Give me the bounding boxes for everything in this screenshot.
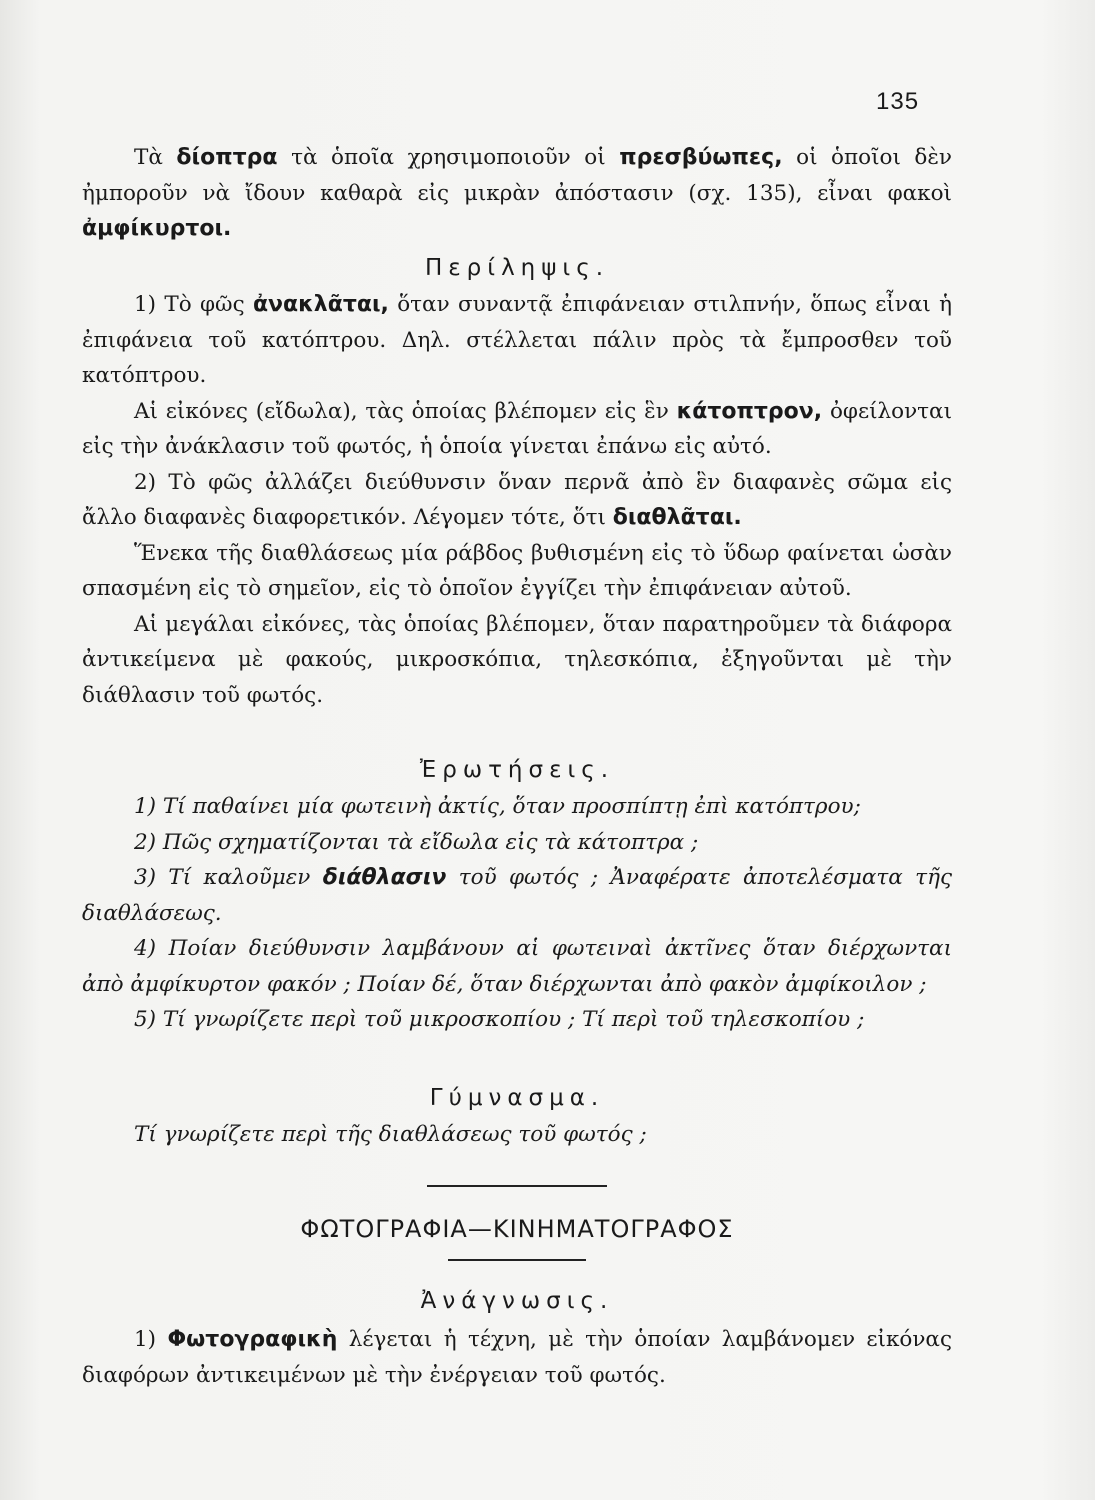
term-convex: ἀμφίκυρτοι. bbox=[82, 216, 232, 241]
term-refraction: διάθλασιν bbox=[322, 865, 447, 890]
summary-paragraph-3 bbox=[82, 465, 952, 536]
bottom-divider bbox=[448, 1259, 586, 1261]
reading-text-1: 1) bbox=[134, 1327, 168, 1352]
top-divider bbox=[427, 1185, 607, 1187]
summary-paragraph-2 bbox=[82, 394, 952, 465]
intro-section bbox=[82, 140, 952, 247]
reading-heading: Ἀνάγνωσις. bbox=[420, 1288, 614, 1314]
term-refracted: διαθλᾶται. bbox=[612, 505, 742, 530]
exercise-section bbox=[82, 1080, 952, 1153]
summary-p2-text-1: Αἱ εἰκόνες (εἴδωλα), τὰς ὁποίας βλέπομεν εἰς ἓν bbox=[134, 398, 677, 424]
summary-p2-text-2: ὀφείλονται εἰς τὴν ἀνάκλασιν τοῦ φωτός, ἡ ὁποία γίνεται ἐπάνω εἰς αὐτό. bbox=[82, 398, 953, 459]
summary-p1-text-1: 1) Τὸ φῶς bbox=[134, 292, 253, 317]
term-photography: Φωτογραφικὴ bbox=[167, 1327, 338, 1352]
question-2: 2) Πῶς σχηματίζονται τὰ εἴδωλα εἰς τὰ κάτοπτρα ; bbox=[134, 829, 699, 855]
question-3 bbox=[82, 860, 952, 931]
term-presbyopes: πρεσβύωπες, bbox=[619, 145, 783, 170]
chapter-title: ΦΩΤΟΓΡΑΦΙΑ—ΚΙΝΗΜΑΤΟΓΡΑΦΟΣ bbox=[300, 1215, 734, 1243]
term-dioptra: δίοπτρα bbox=[176, 145, 278, 170]
intro-text-1: Τὰ bbox=[134, 145, 177, 170]
page-number: 135 bbox=[876, 88, 920, 115]
term-reflected: ἀνακλᾶται, bbox=[252, 292, 389, 317]
intro-text-2: τὰ ὁποῖα χρησιμοποιοῦν οἱ bbox=[277, 145, 620, 170]
summary-paragraph-5: Αἱ μεγάλαι εἰκόνες, τὰς ὁποίας βλέπομεν, ὅταν παρατηροῦμεν τὰ διάφορα ἀντικείμενα μὲ φακούς, μικροσκόπια, τηλεσκόπια, ἐξηγοῦνται μὲ τὴν διάθλασιν τοῦ φωτός. bbox=[82, 611, 952, 708]
summary-heading: Περίληψις. bbox=[424, 255, 610, 281]
reading-text-2: λέγεται ἡ τέχνη, μὲ τὴν ὁποίαν λαμβάνομεν εἰκόνας διαφόρων ἀντικειμένων μὲ τὴν ἐνέργειαν τοῦ φωτός. bbox=[82, 1327, 952, 1388]
summary-p3-text-1: 2) Τὸ φῶς ἀλλάζει διεύθυνσιν ὅναν περνᾶ ἀπὸ ἓν διαφανὲς σῶμα εἰς ἄλλο διαφανὲς διαφορετικόν. Λέγομεν τότε, ὅτι bbox=[82, 469, 952, 530]
question-5: 5) Τί γνωρίζετε περὶ τοῦ μικροσκοπίου ; Τί περὶ τοῦ τηλεσκοπίου ; bbox=[134, 1007, 865, 1032]
summary-section bbox=[82, 250, 952, 713]
question-3-text-1: 3) Τί καλοῦμεν bbox=[134, 865, 323, 890]
question-3-text-2: τοῦ φωτός ; Ἀναφέρατε ἀποτελέσματα τῆς διαθλάσεως. bbox=[82, 865, 952, 926]
exercise-question: Τί γνωρίζετε περὶ τῆς διαθλάσεως τοῦ φωτός ; bbox=[134, 1122, 647, 1147]
summary-p1-text-2: ὅταν συναντᾷ ἐπιφάνειαν στιλπνήν, ὅπως εἶναι ἡ ἐπιφάνεια τοῦ κατόπτρου. Δηλ. στέλλεται πάλιν πρὸς τὰ ἔμπροσθεν τοῦ κατόπτρου. bbox=[82, 292, 952, 388]
chapter-section bbox=[82, 1185, 952, 1393]
intro-paragraph bbox=[82, 140, 952, 247]
summary-paragraph-1 bbox=[82, 287, 952, 394]
intro-text-3: οἱ ὁποῖοι δὲν ἠμποροῦν νὰ ἴδουν καθαρὰ εἰς μικρὰν ἀπόστασιν (σχ. 135), εἶναι φακοὶ bbox=[82, 145, 952, 206]
question-1: 1) Τί παθαίνει μία φωτεινὴ ἀκτίς, ὅταν προσπίπτῃ ἐπὶ κατόπτρου; bbox=[134, 794, 861, 819]
questions-heading: Ἐρωτήσεις. bbox=[419, 757, 615, 783]
reading-paragraph-1 bbox=[82, 1322, 952, 1393]
term-mirror: κάτοπτρον, bbox=[676, 398, 823, 424]
question-4: 4) Ποίαν διεύθυνσιν λαμβάνουν αἱ φωτειναὶ ἀκτῖνες ὅταν διέρχωνται ἀπὸ ἀμφίκυρτον φακόν ; Ποίαν δέ, ὅταν διέρχωνται ἀπὸ φακὸν ἀμφίκοιλον ; bbox=[82, 936, 952, 997]
exercise-heading: Γύμνασμα. bbox=[429, 1085, 605, 1111]
summary-paragraph-4: Ἕνεκα τῆς διαθλάσεως μία ράβδος βυθισμένη εἰς τὸ ὕδωρ φαίνεται ὡσὰν σπασμένη εἰς τὸ σημεῖον, εἰς τὸ ὁποῖον ἐγγίζει τὴν ἐπιφάνειαν αὐτοῦ. bbox=[82, 540, 952, 601]
questions-section bbox=[82, 752, 952, 1038]
